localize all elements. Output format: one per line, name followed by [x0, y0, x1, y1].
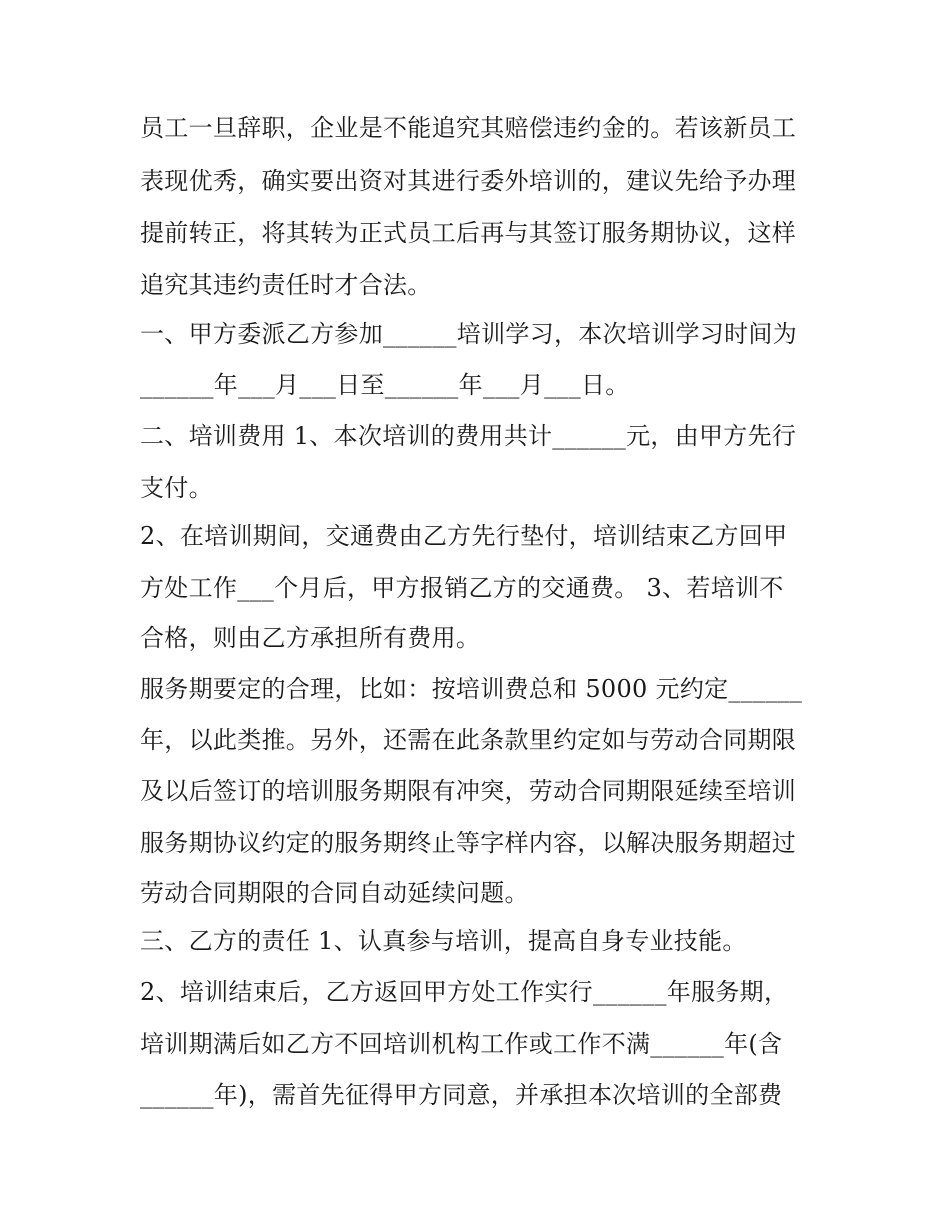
text-line: 员工一旦辞职，企业是不能追究其赔偿违约金的。若该新员工 [140, 114, 797, 142]
text-line: 2、在培训期间，交通费由乙方先行垫付，培训结束乙方回甲 [140, 522, 788, 550]
text-line: 三、乙方的责任 1、认真参与培训，提高自身专业技能。 [140, 927, 747, 955]
text-line: 年，以此类推。另外，还需在此条款里约定如与劳动合同期限 [140, 726, 797, 754]
text-line: 及以后签订的培训服务期限有冲突，劳动合同期限延续至培训 [140, 777, 797, 805]
text-line: 提前转正，将其转为正式员工后再与其签订服务期协议，这样 [140, 219, 797, 247]
text-line: 支付。 [140, 474, 213, 502]
text-line: ______年___月___日至______年___月___日。 [140, 371, 630, 399]
text-line: ______年)，需首先征得甲方同意，并承担本次培训的全部费 [140, 1081, 783, 1109]
text-line: 表现优秀，确实要出资对其进行委外培训的，建议先给予办理 [140, 167, 797, 195]
text-line: 合格，则由乙方承担所有费用。 [140, 624, 481, 652]
text-line: 服务期协议约定的服务期终止等字样内容，以解决服务期超过 [140, 829, 797, 857]
text-line: 劳动合同期限的合同自动延续问题。 [140, 879, 529, 907]
text-line: 2、培训结束后，乙方返回甲方处工作实行______年服务期， [140, 978, 789, 1006]
text-line: 方处工作___个月后，甲方报销乙方的交通费。 3、若培训不 [140, 574, 784, 602]
text-line: 一、甲方委派乙方参加______培训学习，本次培训学习时间为 [140, 320, 797, 348]
text-line: 服务期要定的合理，比如：按培训费总和 5000 元约定______ [140, 675, 803, 703]
text-line: 二、培训费用 1、本次培训的费用共计______元，由甲方先行 [140, 422, 797, 450]
text-line: 追究其违约责任时才合法。 [140, 271, 432, 299]
text-line: 培训期满后如乙方不回培训机构工作或工作不满______年(含 [140, 1030, 783, 1058]
